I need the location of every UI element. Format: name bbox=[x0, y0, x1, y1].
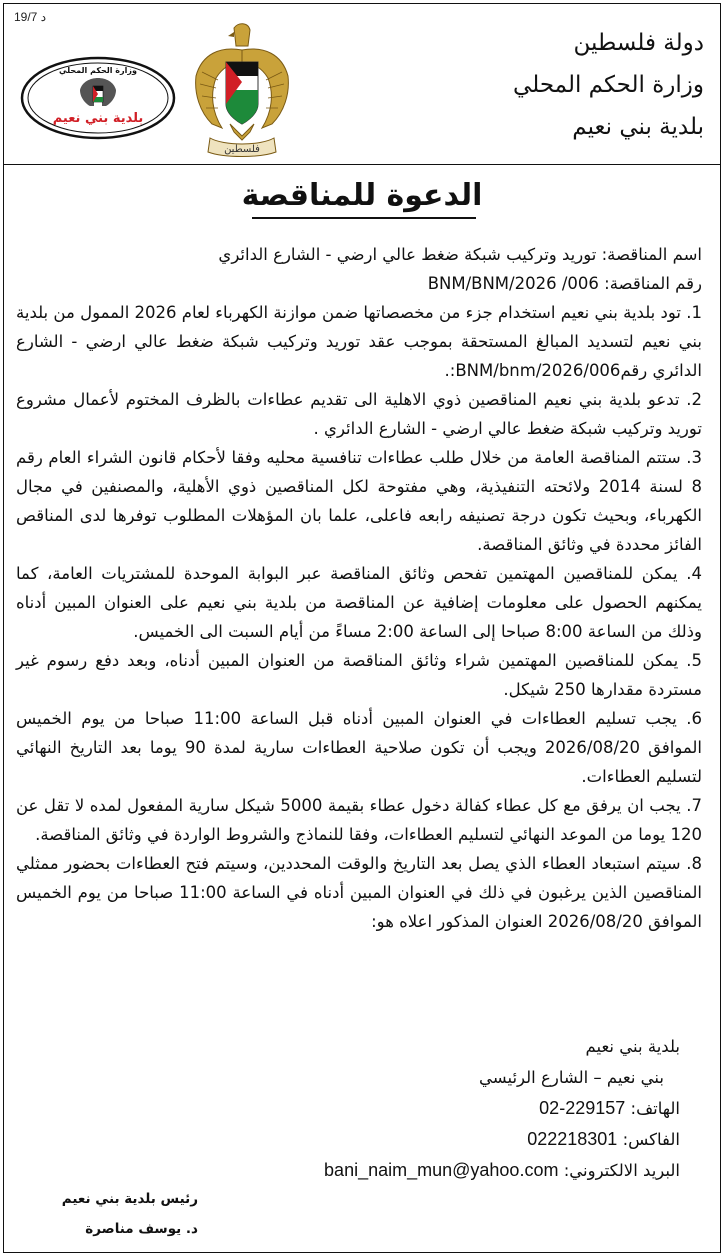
contact-fax bbox=[220, 1124, 680, 1155]
header-block bbox=[504, 22, 704, 148]
clause-6: 6. يجب تسليم العطاءات في العنوان المبين أدناه قبل الساعة 11:00 صباحا من يوم الخميس الموافق 2026/08/20 ويجب أن تكون صلاحية العطاءات سارية لمدة 90 يوما بعد التاريخ النهائي لتسليم العطاءات. bbox=[16, 709, 702, 786]
clause-8: 8. سيتم استبعاد العطاء الذي يصل بعد التاريخ والوقت المحددين، وسيتم فتح العطاءات بحضور ممثلي المناقصين الذين يرغبون في ذلك في العنوان المبين أدناه في الساعة 11:00 صباحا من يوم الخميس الموافق 2026/08/20 العنوان المذكور اعلاه هو: bbox=[16, 854, 702, 931]
clause-7: 7. يجب ان يرفق مع كل عطاء كفالة دخول عطاء بقيمة 5000 شيكل سارية المفعول لمده لا تقل عن 120 يوما من الموعد النهائي لتسليم العطاءات، وفقا للنماذج والشروط الواردة في وثائق المناقصة. bbox=[16, 796, 702, 844]
header-ministry: وزارة الحكم المحلي bbox=[513, 72, 704, 98]
fax-value: 022218301 bbox=[527, 1129, 618, 1149]
header-municipality: بلدية بني نعيم bbox=[572, 114, 704, 140]
clause-2: 2. تدعو بلدية بني نعيم المناقصين ذوي الاهلية الى تقديم عطاءات بالظرف المختوم لأعمال مشروع توريد وتركيب شبكة ضغط عالي ارضي - الشارع الدائري . bbox=[16, 390, 702, 438]
email-value: bani_naim_mun@yahoo.com bbox=[324, 1160, 559, 1180]
tender-number-value: BNM/BNM/2026 /006 bbox=[427, 274, 599, 293]
seal-municipality-name: بلدية بني نعيم bbox=[52, 111, 144, 126]
palestine-eagle-emblem-icon bbox=[190, 20, 294, 160]
emblem-scroll-text: فلسطين bbox=[224, 144, 260, 155]
seal-eagle-icon bbox=[80, 78, 116, 106]
header-divider bbox=[4, 164, 720, 165]
clause-1: 1. تود بلدية بني نعيم استخدام جزء من مخصصاتها ضمن موازنة الكهرباء لعام 2026 الممول من بلدية بني نعيم لتسديد المبالغ المستحقة بموجب عقد توريد وتركيب شبكة ضغط عالي ارضي - الشارع الدائري رقم006/BNM/bnm/2026:. bbox=[16, 303, 702, 380]
contact-email bbox=[220, 1155, 680, 1186]
fax-label: الفاكس: bbox=[622, 1130, 680, 1149]
phone-value: 02-229157 bbox=[539, 1098, 626, 1118]
tender-name: اسم المناقصة: توريد وتركيب شبكة ضغط عالي ارضي - الشارع الدائري bbox=[218, 245, 702, 264]
phone-label: الهاتف: bbox=[630, 1099, 680, 1118]
tender-body bbox=[16, 240, 702, 936]
contact-org: بلدية بني نعيم bbox=[585, 1037, 680, 1056]
page-title: الدعوة للمناقصة bbox=[241, 178, 483, 213]
contact-phone bbox=[220, 1093, 680, 1124]
signature-name: د. يوسف مناصرة bbox=[85, 1221, 198, 1237]
municipality-seal bbox=[20, 56, 176, 140]
signature-title: رئيس بلدية بني نعيم bbox=[61, 1191, 198, 1207]
ad-code: 19/7 د bbox=[14, 10, 47, 24]
clause-3: 3. ستتم المناقصة العامة من خلال طلب عطاءات تنافسية محليه وفقا لأحكام قانون الشراء العام رقم 8 لسنة 2014 ولائحته التنفيذية، وهي مفتوحة لكل المناقصين ذوي الأهلية، والمصنفين في مجال الكهرباء، وبحيث تكون درجة تصنيفه رابعه فاعلى، علما بان المؤهلات المطلوب توفرها لدى المناقص الفائز محددة في وثائق المناقصة. bbox=[16, 448, 703, 554]
clause-5: 5. يمكن للمناقصين المهتمين شراء وثائق المناقصة من العنوان المبين أدناه، وبعد دفع رسوم غير مستردة مقدارها 250 شيكل. bbox=[16, 651, 702, 699]
tender-announcement bbox=[3, 3, 721, 1253]
email-label: البريد الالكتروني: bbox=[563, 1161, 680, 1180]
seal-ministry-text: وزارة الحكم المحلي bbox=[59, 66, 137, 75]
signature-block bbox=[38, 1184, 198, 1244]
contact-address: بني نعيم – الشارع الرئيسي bbox=[479, 1068, 664, 1087]
title-underline bbox=[252, 217, 476, 219]
header-state: دولة فلسطين bbox=[573, 30, 704, 56]
contact-block bbox=[220, 1031, 680, 1186]
clause-4: 4. يمكن للمناقصين المهتمين تفحص وثائق المناقصة عبر البوابة الموحدة للمشتريات العامة، كما يمكنهم الحصول على معلومات إضافية عن المناقصة من بلدية بني نعيم على العنوان المبين أدناه وذلك من الساعة 8:00 صباحا إلى الساعة 2:00 مساءً من أيام السبت الى الخميس. bbox=[16, 564, 702, 641]
tender-number bbox=[16, 269, 702, 298]
tender-number-label: رقم المناقصة: bbox=[604, 274, 702, 293]
